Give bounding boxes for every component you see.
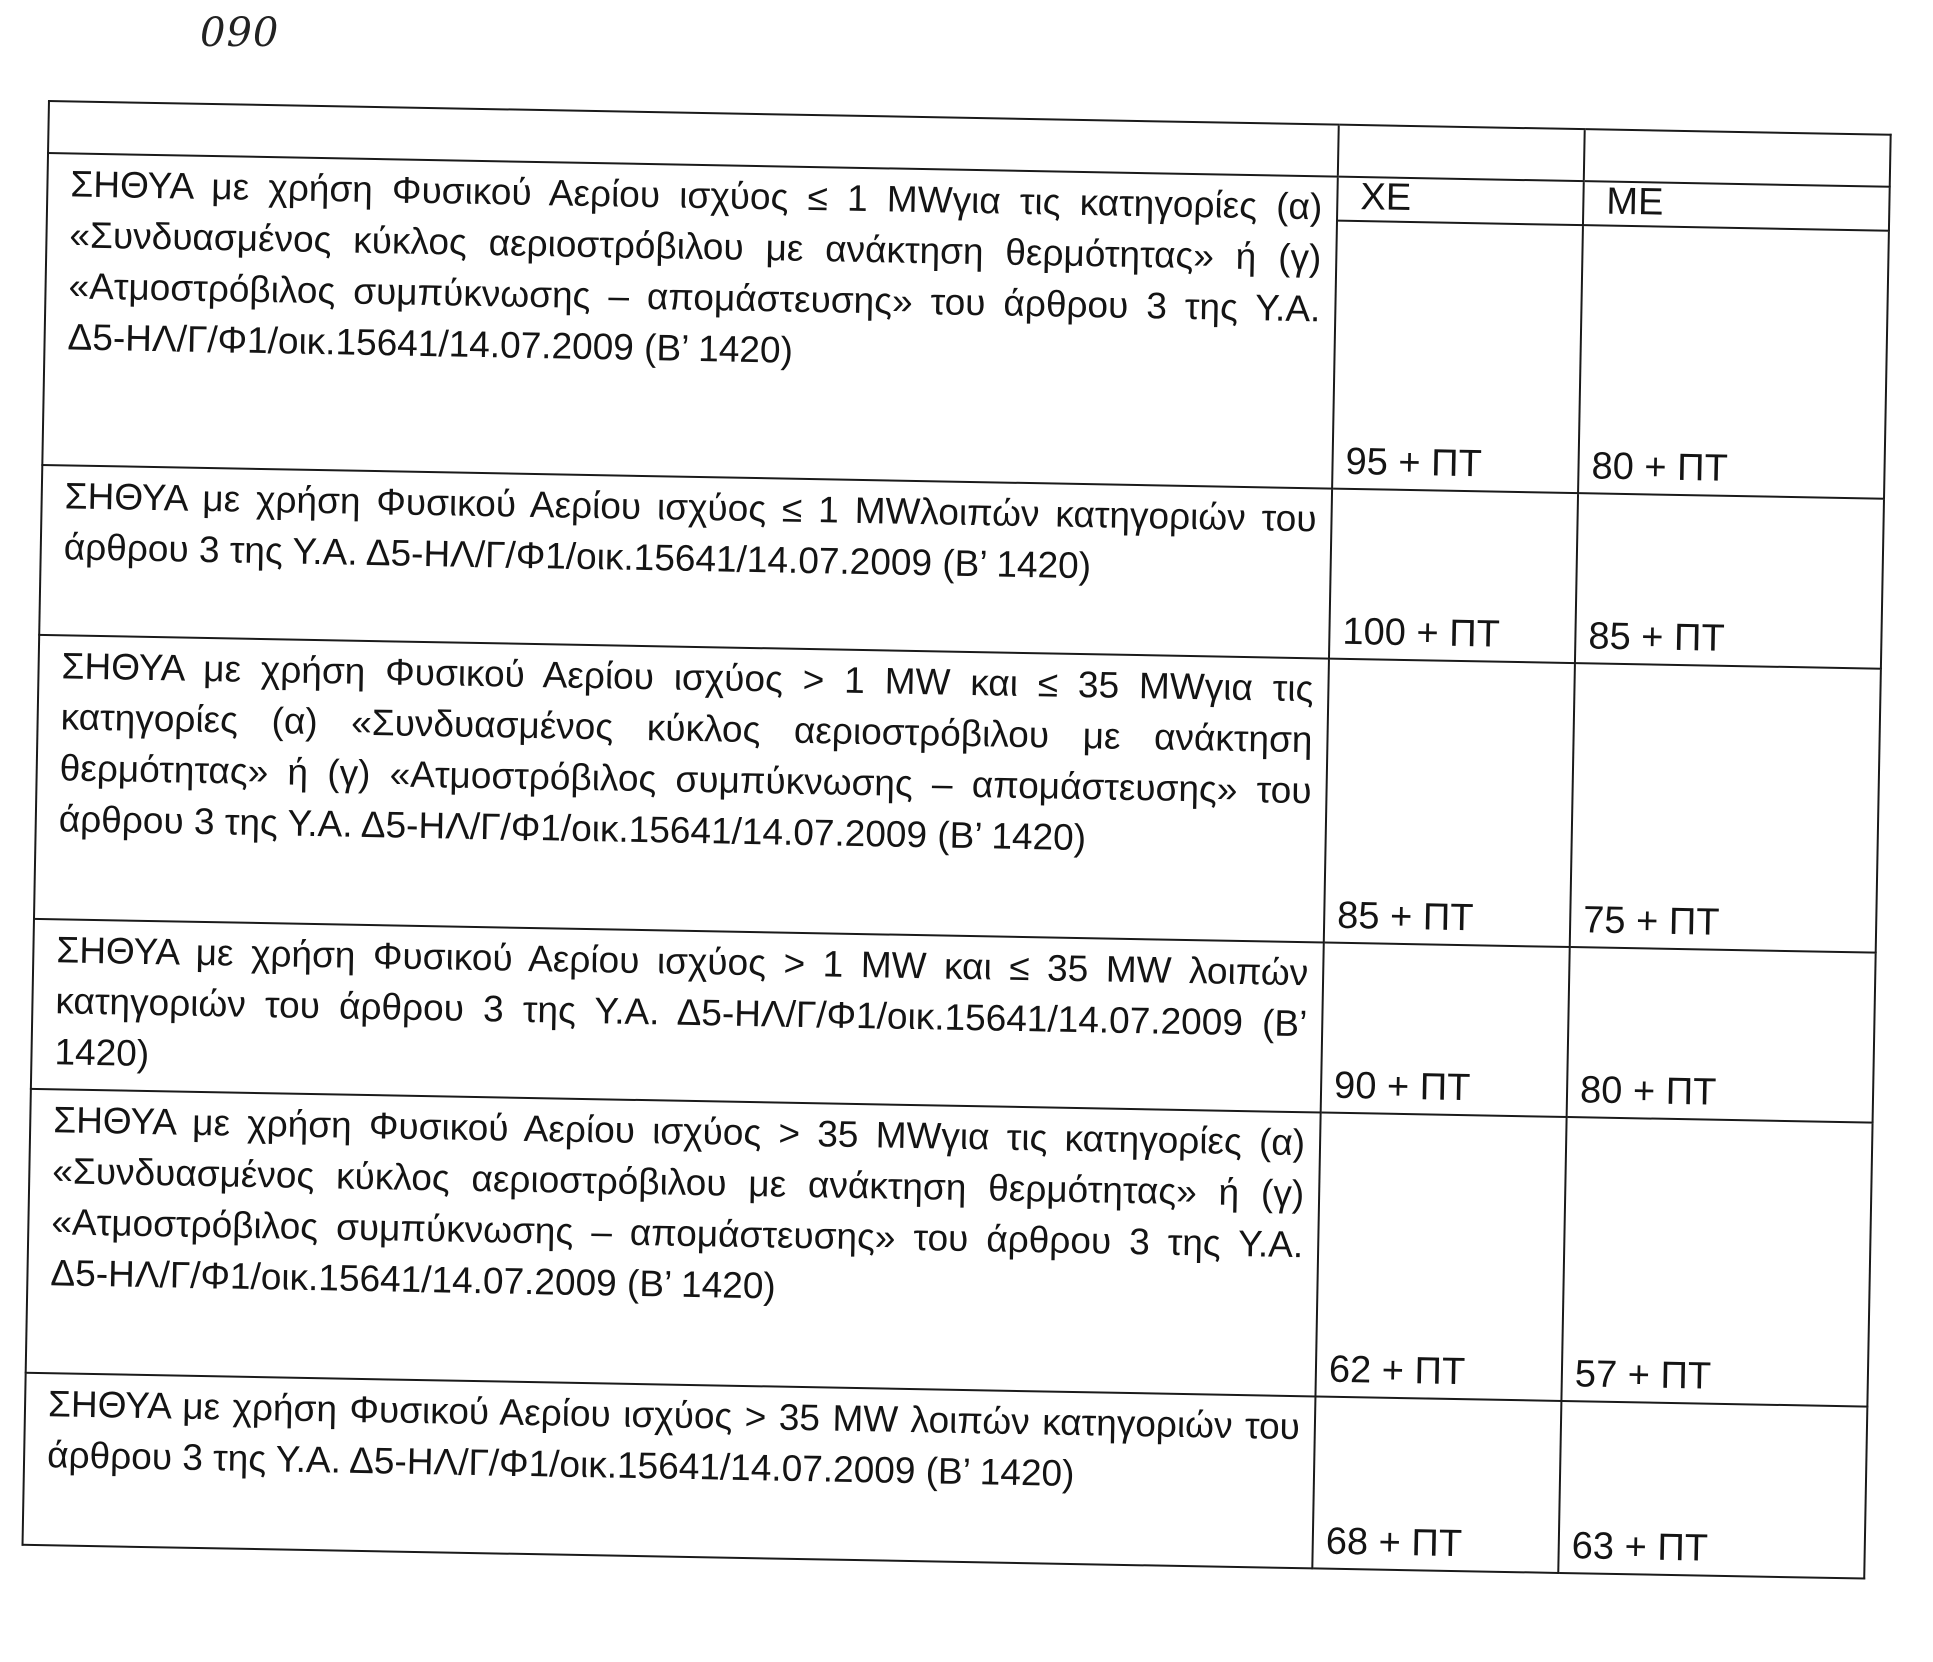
value-xe: 85 + ΠΤ: [1324, 659, 1575, 947]
row-description: ΣΗΘΥΑ με χρήση Φυσικού Αερίου ισχύος ≤ 1 MWλοιπών κατηγοριών του άρθρου 3 της Υ.Α. Δ5-ΗΛ/Γ/Φ1/οικ.15641/14.07.2009 (Β’ 1420): [39, 465, 1332, 659]
value-xe: 95 + ΠΤ: [1332, 221, 1583, 493]
value-xe: 68 + ΠΤ: [1312, 1396, 1561, 1572]
tariff-table-container: [22, 100, 1890, 1580]
table-row: [31, 919, 1876, 1123]
row-description: ΣΗΘΥΑ με χρήση Φυσικού Αερίου ισχύος > 1 MW και ≤ 35 MWγια τις κατηγορίες (α) «Συνδυασμένος κύκλος αεριοστρόβιλου με ανάκτηση θερμότητας» ή (γ) «Ατμοστρόβιλος συμπύκνωσης – απομάστευσης» του άρθρου 3 της Υ.Α. Δ5-ΗΛ/Γ/Φ1/οικ.15641/14.07.2009 (Β’ 1420): [34, 635, 1329, 943]
value-me: 85 + ΠΤ: [1575, 493, 1884, 669]
value-me: 57 + ΠΤ: [1561, 1117, 1872, 1407]
table-row: [34, 635, 1881, 953]
row-description: ΣΗΘΥΑ με χρήση Φυσικού Αερίου ισχύος > 35 MW λοιπών κατηγοριών του άρθρου 3 της Υ.Α. Δ5-ΗΛ/Γ/Φ1/οικ.15641/14.07.2009 (Β’ 1420): [23, 1373, 1316, 1569]
top-band-cell: [1338, 125, 1585, 181]
table-row: [23, 1373, 1868, 1579]
value-me: 80 + ΠΤ: [1578, 225, 1889, 499]
value-xe: 62 + ΠΤ: [1315, 1112, 1566, 1400]
value-xe: 90 + ΠΤ: [1321, 943, 1570, 1117]
column-header-xe: ΧΕ: [1337, 177, 1584, 226]
value-me: 63 + ΠΤ: [1558, 1401, 1867, 1579]
table-row: [39, 465, 1884, 669]
top-band-cell: [1584, 129, 1891, 187]
row-description: ΣΗΘΥΑ με χρήση Φυσικού Αερίου ισχύος > 35 MWγια τις κατηγορίες (α) «Συνδυασμένος κύκλος αεριοστρόβιλου με ανάκτηση θερμότητας» ή (γ) «Ατμοστρόβιλος συμπύκνωσης – απομάστευσης» του άρθρου 3 της Υ.Α. Δ5-ΗΛ/Γ/Φ1/οικ.15641/14.07.2009 (Β’ 1420): [26, 1089, 1321, 1397]
page-number-handwritten: 090: [200, 10, 280, 56]
value-xe: 100 + ΠΤ: [1329, 489, 1578, 663]
value-me: 75 + ΠΤ: [1570, 663, 1881, 953]
table-row: [26, 1089, 1873, 1407]
column-header-me: ΜΕ: [1583, 181, 1890, 231]
row-description: ΣΗΘΥΑ με χρήση Φυσικού Αερίου ισχύος ≤ 1 MWγια τις κατηγορίες (α) «Συνδυασμένος κύκλος αεριοστρόβιλου με ανάκτηση θερμότητας» ή (γ) «Ατμοστρόβιλος συμπύκνωσης – απομάστευσης» του άρθρου 3 της Υ.Α. Δ5-ΗΛ/Γ/Φ1/οικ.15641/14.07.2009 (Β’ 1420): [42, 153, 1338, 489]
tariff-table: [22, 100, 1892, 1580]
row-description: ΣΗΘΥΑ με χρήση Φυσικού Αερίου ισχύος > 1 MW και ≤ 35 MW λοιπών κατηγοριών του άρθρου 3 της Υ.Α. Δ5-ΗΛ/Γ/Φ1/οικ.15641/14.07.2009 (Β’ 1420): [31, 919, 1324, 1113]
value-me: 80 + ΠΤ: [1567, 947, 1876, 1123]
